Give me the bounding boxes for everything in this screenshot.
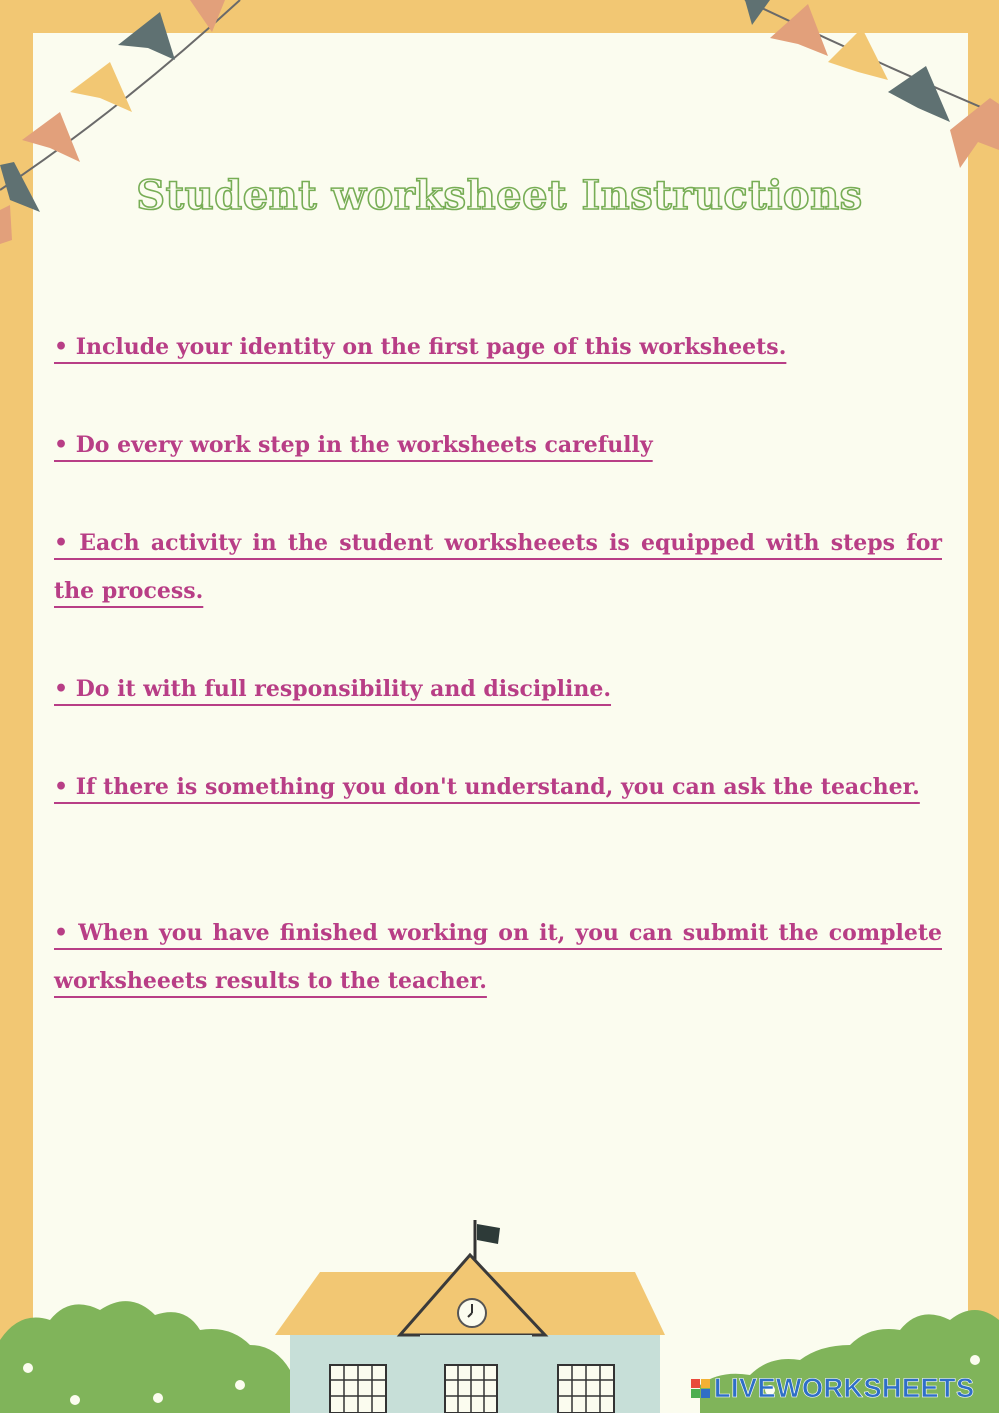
instruction-item: • Do every work step in the worksheets carefully <box>54 432 653 458</box>
instruction-item: • Do it with full responsibility and discipline. <box>54 676 612 702</box>
instruction-item: • Include your identity on the first page of this worksheets. <box>54 334 787 360</box>
instruction-item: • If there is something you don't understand, you can ask the teacher. <box>54 774 920 800</box>
liveworksheets-brand <box>691 1372 975 1404</box>
school-building-icon <box>275 1220 665 1413</box>
liveworksheets-logo-icon <box>691 1379 710 1398</box>
bunting-flags-icon <box>0 0 999 260</box>
instruction-item: • Each activity in the student worksheeets is equipped with steps for the process. <box>54 530 942 604</box>
brand-name: LIVEWORKSHEETS <box>714 1372 975 1403</box>
worksheet-title: Student worksheet Instructions <box>136 172 863 219</box>
instruction-item: • When you have finished working on it, you can submit the complete worksheeets results to the teacher. <box>54 920 942 994</box>
